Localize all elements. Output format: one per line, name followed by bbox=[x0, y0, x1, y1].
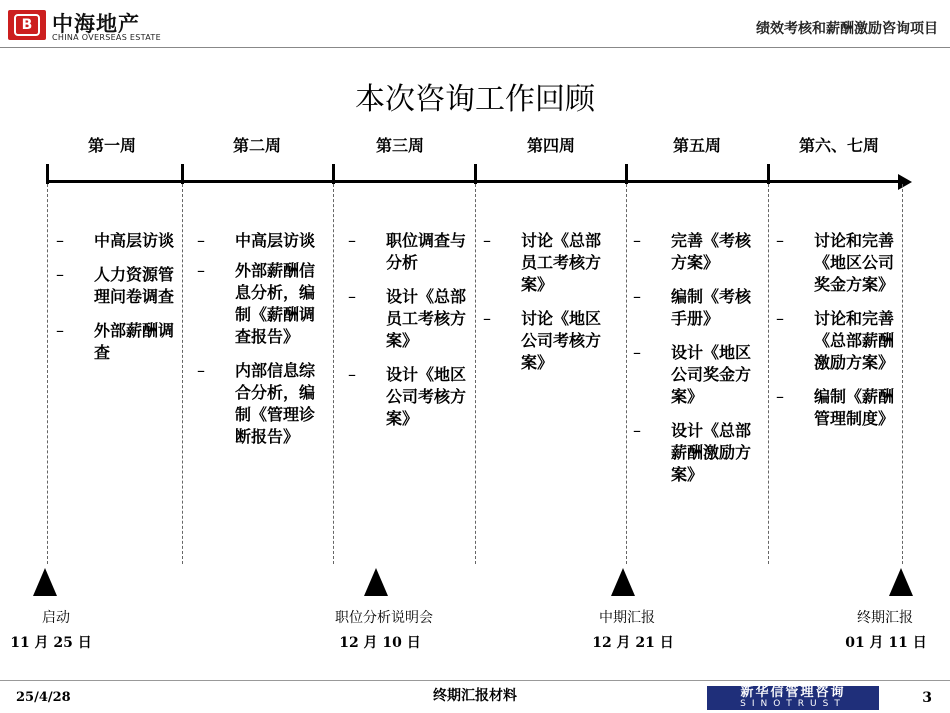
company-logo bbox=[8, 10, 46, 40]
week-5-tasks bbox=[633, 230, 751, 498]
week-label-3: 第三周 bbox=[375, 136, 424, 155]
milestone-date: 12 月 21 日 bbox=[592, 635, 674, 651]
week-label-2: 第二周 bbox=[232, 136, 281, 155]
footer-date: 25/4/28 bbox=[16, 690, 71, 705]
week-divider bbox=[626, 184, 627, 564]
timeline-tick bbox=[474, 164, 477, 184]
week-label-6: 第六、七周 bbox=[798, 136, 879, 155]
milestone-triangle-icon bbox=[889, 568, 913, 596]
milestone-date: 11 月 25 日 bbox=[10, 635, 92, 651]
week-divider bbox=[47, 184, 48, 564]
task-item: – 中高层访谈 bbox=[197, 231, 316, 250]
milestone-label: 职位分析说明会 bbox=[335, 610, 433, 626]
page-title: 本次咨询工作回顾 bbox=[355, 82, 595, 117]
week-divider bbox=[333, 184, 334, 564]
sinotrust-logo-en: SINOTRUST bbox=[740, 699, 846, 709]
timeline-axis bbox=[46, 180, 898, 183]
logo-mark: B bbox=[14, 14, 40, 36]
task-item: – 完善《考核方案》 bbox=[633, 231, 752, 272]
week-divider bbox=[902, 184, 903, 564]
project-title: 绩效考核和薪酬激励咨询项目 bbox=[756, 21, 938, 37]
task-item: – 职位调查与分析 bbox=[348, 231, 467, 272]
task-item: – 外部薪酬信息分析，编制《薪酬调查报告》 bbox=[197, 261, 316, 346]
logo-cn-text: 中海地产 bbox=[52, 11, 140, 36]
task-item: – 讨论和完善《地区公司奖金方案》 bbox=[776, 231, 895, 294]
week-label-5: 第五周 bbox=[672, 136, 721, 155]
logo-en-text: CHINA OVERSEAS ESTATE bbox=[52, 33, 161, 42]
task-item: – 编制《考核手册》 bbox=[633, 287, 752, 328]
timeline-arrow-icon bbox=[898, 174, 912, 190]
week-label-1: 第一周 bbox=[87, 136, 136, 155]
footer-divider bbox=[0, 680, 950, 681]
header-divider bbox=[0, 47, 950, 48]
task-item: – 设计《地区公司考核方案》 bbox=[348, 365, 467, 428]
task-item: – 设计《总部员工考核方案》 bbox=[348, 287, 467, 350]
milestone-triangle-icon bbox=[364, 568, 388, 596]
footer-title: 终期汇报材料 bbox=[433, 688, 517, 704]
week-6-7-tasks bbox=[776, 230, 894, 442]
milestone-triangle-icon bbox=[611, 568, 635, 596]
timeline-tick bbox=[46, 164, 49, 184]
week-divider bbox=[475, 184, 476, 564]
task-item: – 设计《总部薪酬激励方案》 bbox=[633, 421, 752, 484]
week-1-tasks bbox=[56, 230, 174, 376]
milestone-date: 12 月 10 日 bbox=[339, 635, 421, 651]
timeline-tick bbox=[332, 164, 335, 184]
task-item: – 人力资源管理问卷调查 bbox=[56, 265, 175, 306]
week-3-tasks bbox=[348, 230, 466, 442]
week-divider bbox=[182, 184, 183, 564]
milestone-date: 01 月 11 日 bbox=[845, 635, 927, 651]
timeline-tick bbox=[625, 164, 628, 184]
milestone-label: 启动 bbox=[42, 610, 70, 626]
task-item: – 设计《地区公司奖金方案》 bbox=[633, 343, 752, 406]
task-item: – 中高层访谈 bbox=[56, 231, 175, 250]
milestone-triangle-icon bbox=[33, 568, 57, 596]
timeline-tick bbox=[767, 164, 770, 184]
sinotrust-logo-cn: 新华信管理咨询 bbox=[740, 685, 846, 700]
milestone-label: 中期汇报 bbox=[599, 610, 655, 626]
task-item: – 外部薪酬调查 bbox=[56, 321, 175, 362]
week-label-4: 第四周 bbox=[526, 136, 575, 155]
week-2-tasks bbox=[197, 230, 329, 460]
task-item: – 讨论《总部员工考核方案》 bbox=[483, 231, 602, 294]
week-4-tasks bbox=[483, 230, 601, 386]
timeline-tick bbox=[181, 164, 184, 184]
task-item: – 讨论《地区公司考核方案》 bbox=[483, 309, 602, 372]
milestone-label: 终期汇报 bbox=[857, 610, 913, 626]
sinotrust-logo bbox=[707, 686, 879, 710]
task-item: – 内部信息综合分析，编制《管理诊断报告》 bbox=[197, 361, 316, 446]
task-item: – 讨论和完善《总部薪酬激励方案》 bbox=[776, 309, 895, 372]
task-item: – 编制《薪酬管理制度》 bbox=[776, 387, 895, 428]
page-number: 3 bbox=[922, 690, 932, 706]
week-divider bbox=[768, 184, 769, 564]
